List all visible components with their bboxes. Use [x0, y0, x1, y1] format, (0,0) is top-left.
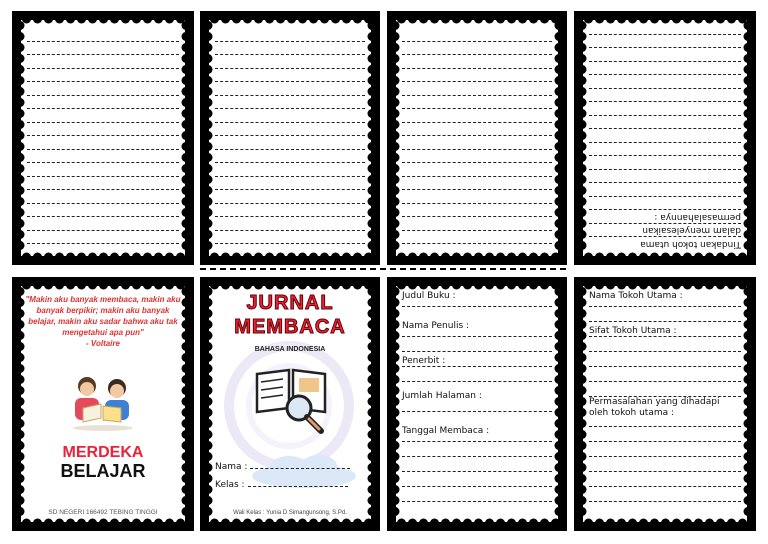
merdeka-belajar-logo: MERDEKA BELAJAR	[60, 444, 146, 481]
journal-title: JURNAL	[246, 292, 334, 314]
title-cover	[200, 277, 380, 531]
class-field[interactable]: Kelas :	[215, 480, 365, 490]
writing-lines	[215, 28, 365, 244]
teacher-name: Wali Kelas : Yunia D Simangunsong, S.Pd.	[233, 510, 347, 516]
subject-subtitle: BAHASA INDONESIA	[254, 346, 326, 353]
quote-cover	[12, 277, 194, 531]
book-title-field[interactable]: Judul Buku :	[402, 291, 552, 301]
book-magnifier-icon	[253, 364, 329, 436]
writing-lines	[402, 28, 552, 244]
journal-page-4	[574, 11, 756, 265]
author-field[interactable]: Nama Penulis :	[402, 321, 552, 331]
journal-page-2	[200, 11, 380, 265]
journal-page-1	[12, 11, 194, 265]
school-name: SD NEGERI 166492 TEBING TINGGI	[48, 509, 158, 516]
main-character-field[interactable]: Nama Tokoh Utama :	[589, 291, 741, 301]
character-page	[574, 277, 756, 531]
book-info-page	[387, 277, 567, 531]
character-trait-field[interactable]: Sifat Tokoh Utama :	[589, 326, 741, 336]
quote-text: "Makin aku banyak membaca, makin aku banyak berpikir; makin aku banyak belajar, makin aku sadar bahwa aku tak mengetahui apa pun" - Voltaire	[25, 295, 181, 348]
writing-lines	[27, 28, 179, 244]
journal-title-2: MEMBACA	[234, 316, 346, 338]
publisher-field[interactable]: Penerbit :	[402, 356, 552, 366]
name-field[interactable]: Nama :	[215, 462, 365, 472]
reading-children-illustration	[65, 372, 141, 432]
journal-page-3	[387, 11, 567, 265]
page-count-field[interactable]: Jumlah Halaman :	[402, 391, 552, 401]
problem-field[interactable]: Permasalahan yang dihadapi oleh tokoh utama :	[589, 397, 741, 419]
cut-line	[200, 268, 566, 270]
action-prompt: Tindakan tokoh utama dalam menyelesaikan permasalahannya :	[640, 212, 741, 249]
reading-date-field[interactable]: Tanggal Membaca :	[402, 426, 552, 436]
